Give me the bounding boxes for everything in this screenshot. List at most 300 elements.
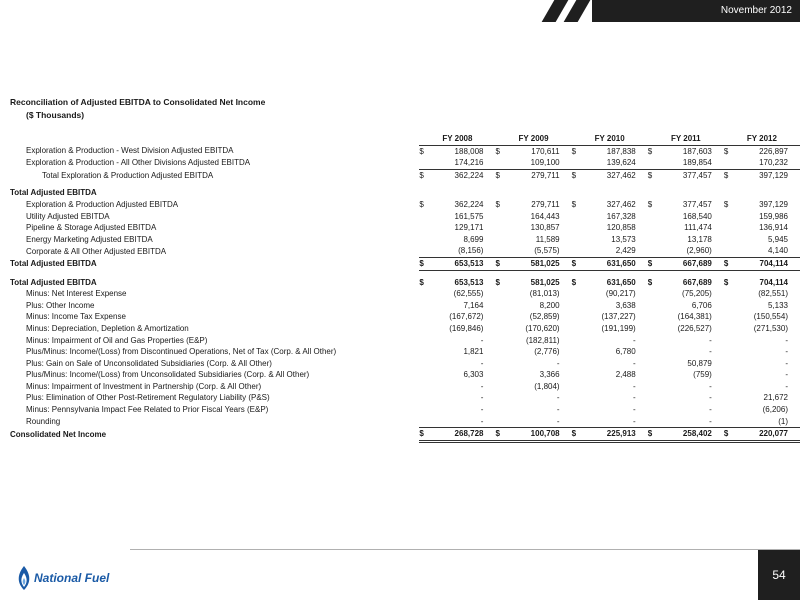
table-row	[10, 381, 800, 393]
value-cell: (90,217)	[605, 289, 636, 299]
dollar-sign: $	[571, 277, 577, 287]
value-cell: 2,429	[581, 245, 648, 257]
dollar-sign: $	[647, 199, 653, 209]
column-header: FY 2010	[572, 133, 648, 145]
dollar-sign	[495, 234, 504, 246]
dollar-sign	[724, 392, 733, 404]
dollar-sign	[724, 234, 733, 246]
dollar-sign	[724, 381, 733, 393]
column-header: FY 2012	[724, 133, 800, 145]
value-cell	[733, 187, 800, 199]
dollar-sign	[419, 369, 428, 381]
dollar-sign	[495, 245, 504, 257]
dollar-sign	[648, 358, 657, 370]
value-cell: (5,575)	[505, 245, 572, 257]
dollar-sign	[495, 288, 504, 300]
dollar-sign	[648, 245, 657, 257]
value-cell: 362,224	[454, 199, 484, 209]
row-label: Minus: Impairment of Investment in Partnership (Corp. & All Other)	[26, 381, 262, 391]
value-cell: (1,804)	[534, 381, 560, 391]
value-cell: 13,178	[687, 234, 712, 244]
dollar-sign	[572, 381, 581, 393]
dollar-sign: $	[495, 257, 504, 270]
table-row	[10, 346, 800, 358]
value-cell: 130,857	[530, 223, 560, 233]
dollar-sign	[419, 234, 428, 246]
row-label: Energy Marketing Adjusted EBITDA	[26, 234, 153, 244]
value-cell: -	[633, 335, 636, 345]
table-row	[10, 234, 800, 246]
value-cell: (167,672)	[449, 312, 484, 322]
value-cell: -	[785, 335, 788, 345]
value-cell: 3,366	[539, 370, 560, 380]
value-cell: (8,156)	[429, 245, 496, 257]
dollar-sign	[648, 187, 657, 199]
dollar-sign	[419, 404, 428, 416]
value-cell: 8,200	[539, 300, 560, 310]
value-cell: (81,013)	[529, 289, 560, 299]
dollar-sign: $	[419, 146, 424, 156]
dollar-sign	[572, 335, 581, 347]
row-label: Total Adjusted EBITDA	[10, 277, 97, 287]
dollar-sign	[572, 323, 581, 335]
dollar-sign	[648, 346, 657, 358]
value-cell: 377,457	[682, 199, 712, 209]
value-cell: 129,171	[454, 223, 484, 233]
table-row	[10, 392, 800, 404]
value-cell: 6,303	[463, 370, 484, 380]
dollar-sign	[495, 404, 504, 416]
value-cell: -	[556, 393, 560, 403]
value-cell: 139,624	[581, 157, 648, 169]
value-cell: 50,879	[687, 358, 712, 368]
dollar-sign	[419, 358, 428, 370]
value-cell: (2,776)	[534, 347, 560, 357]
table-row	[10, 335, 800, 347]
value-cell: 188,008	[454, 146, 484, 156]
dollar-sign	[495, 323, 504, 335]
row-label: Minus: Net Interest Expense	[26, 289, 127, 299]
value-cell: (226,527)	[677, 323, 712, 333]
dollar-sign: $	[495, 199, 500, 209]
value-cell: 187,603	[682, 146, 712, 156]
value-cell: 581,025	[505, 257, 572, 270]
value-cell: 220,077	[733, 428, 800, 442]
row-label: Total Adjusted EBITDA	[10, 258, 97, 268]
value-cell: -	[709, 335, 712, 345]
dollar-sign	[724, 323, 733, 335]
value-cell: 653,513	[429, 257, 496, 270]
table-row	[10, 277, 800, 289]
dollar-sign	[572, 211, 581, 223]
footer-divider	[130, 549, 800, 550]
dollar-sign	[495, 311, 504, 323]
row-label: Minus: Pennsylvania Impact Fee Related to Prior Fiscal Years (E&P)	[26, 405, 269, 415]
row-label: Plus/Minus: Income/(Loss) from Unconsolidated Subsidiaries (Corp. & All Other)	[26, 370, 310, 380]
value-cell: 6,780	[615, 347, 636, 357]
dollar-sign	[419, 392, 428, 404]
value-cell: 159,986	[759, 211, 788, 221]
value-cell: 653,513	[454, 277, 484, 287]
dollar-sign	[495, 187, 504, 199]
dollar-sign	[495, 369, 504, 381]
dollar-sign	[648, 311, 657, 323]
value-cell: 258,402	[657, 428, 724, 442]
dollar-sign	[495, 335, 504, 347]
dollar-sign	[572, 404, 581, 416]
dollar-sign: $	[647, 277, 653, 287]
dollar-sign	[419, 300, 428, 312]
header-dark-panel	[592, 0, 800, 22]
table-row	[10, 416, 800, 428]
dollar-sign	[648, 404, 657, 416]
value-cell: -	[480, 358, 484, 368]
value-cell: (150,554)	[753, 312, 788, 322]
value-cell: 667,689	[657, 257, 724, 270]
table-row	[10, 222, 800, 234]
value-cell: 7,164	[463, 300, 484, 310]
value-cell: (182,811)	[525, 335, 560, 345]
table-row	[10, 257, 800, 270]
dollar-sign: $	[419, 428, 428, 442]
row-label: Minus: Depreciation, Depletion & Amortization	[26, 323, 189, 333]
value-cell: -	[480, 381, 484, 391]
table-row	[10, 187, 800, 199]
dollar-sign	[648, 211, 657, 223]
dollar-sign	[648, 222, 657, 234]
reconciliation-table	[10, 133, 800, 443]
row-label: Consolidated Net Income	[10, 429, 107, 439]
value-cell: 189,854	[657, 157, 724, 169]
dollar-sign: $	[571, 146, 577, 156]
value-cell: 397,129	[759, 199, 788, 209]
dollar-sign: $	[647, 146, 653, 156]
value-cell: 6,706	[691, 300, 712, 310]
value-cell: -	[785, 358, 788, 368]
dollar-sign	[724, 222, 733, 234]
dollar-sign	[495, 222, 504, 234]
value-cell: 268,728	[429, 428, 496, 442]
dollar-sign	[572, 187, 581, 199]
value-cell: (170,620)	[525, 323, 560, 333]
value-cell: 8,699	[463, 234, 484, 244]
value-cell: 170,232	[733, 157, 800, 169]
dollar-sign	[572, 234, 581, 246]
row-label: Exploration & Production - All Other Divisions Adjusted EBITDA	[26, 158, 251, 168]
dollar-sign	[724, 288, 733, 300]
value-cell: -	[556, 358, 560, 368]
dollar-sign	[572, 369, 581, 381]
dollar-sign	[495, 157, 504, 169]
value-cell: (82,551)	[758, 289, 788, 299]
dollar-sign	[648, 323, 657, 335]
table-row	[10, 169, 800, 181]
value-cell: 226,897	[759, 146, 788, 156]
value-cell: -	[709, 347, 712, 357]
value-cell	[657, 187, 724, 199]
value-cell: -	[581, 416, 648, 428]
dollar-sign	[495, 392, 504, 404]
row-label: Minus: Impairment of Oil and Gas Properties (E&P)	[26, 335, 208, 345]
dollar-sign	[419, 288, 428, 300]
dollar-sign: $	[723, 277, 729, 287]
dollar-sign	[572, 346, 581, 358]
value-cell: -	[480, 393, 484, 403]
dollar-sign: $	[495, 277, 500, 287]
dollar-sign: $	[419, 277, 424, 287]
value-cell: 136,914	[759, 223, 788, 233]
value-cell: 120,858	[606, 223, 636, 233]
dollar-sign	[724, 300, 733, 312]
table-row	[10, 157, 800, 169]
value-cell: (62,555)	[453, 289, 484, 299]
dollar-sign	[724, 346, 733, 358]
value-cell: 631,650	[581, 257, 648, 270]
row-label: Exploration & Production - West Division Adjusted EBITDA	[26, 146, 234, 156]
dollar-sign: $	[495, 146, 500, 156]
row-label: Plus: Gain on Sale of Unconsolidated Subsidiaries (Corp. & All Other)	[26, 358, 272, 368]
value-cell: 377,457	[682, 170, 712, 180]
value-cell: 327,462	[606, 199, 636, 209]
dollar-sign	[419, 416, 428, 428]
value-cell: -	[480, 335, 484, 345]
dollar-sign	[648, 157, 657, 169]
value-cell: (75,205)	[682, 289, 712, 299]
dollar-sign	[419, 222, 428, 234]
header-label-cell	[10, 133, 419, 145]
dollar-sign	[572, 311, 581, 323]
table-row	[10, 288, 800, 300]
value-cell	[581, 187, 648, 199]
table-row	[10, 245, 800, 257]
dollar-sign: $	[648, 428, 657, 442]
value-cell: -	[709, 393, 712, 403]
dollar-sign	[724, 187, 733, 199]
table-row	[10, 300, 800, 312]
value-cell: 11,589	[535, 234, 560, 244]
row-label: Plus/Minus: Income/(Loss) from Discontinued Operations, Net of Tax (Corp. & All Other)	[26, 347, 337, 357]
row-label: Total Exploration & Production Adjusted EBITDA	[42, 170, 214, 180]
value-cell: 631,650	[606, 277, 636, 287]
dollar-sign: $	[724, 257, 733, 270]
table-row	[10, 369, 800, 381]
dollar-sign	[724, 311, 733, 323]
row-label: Minus: Income Tax Expense	[26, 312, 126, 322]
table-header-row	[10, 133, 800, 145]
value-cell: -	[633, 393, 636, 403]
dollar-sign	[648, 335, 657, 347]
logo-text: National Fuel	[34, 571, 110, 585]
value-cell: -	[785, 347, 788, 357]
value-cell: (169,846)	[449, 323, 484, 333]
dollar-sign	[495, 416, 504, 428]
value-cell: 5,133	[767, 300, 788, 310]
value-cell: -	[785, 381, 788, 391]
table-row	[10, 358, 800, 370]
value-cell: 1,821	[463, 347, 484, 357]
value-cell: 4,140	[733, 245, 800, 257]
value-cell: 168,540	[682, 211, 712, 221]
value-cell: -	[709, 405, 712, 415]
value-cell: -	[657, 416, 724, 428]
value-cell: 362,224	[454, 170, 484, 180]
dollar-sign	[724, 416, 733, 428]
value-cell: 704,114	[733, 257, 800, 270]
value-cell: 187,838	[606, 146, 636, 156]
dollar-sign: $	[572, 257, 581, 270]
dollar-sign	[572, 288, 581, 300]
dollar-sign	[572, 392, 581, 404]
value-cell: 164,443	[530, 211, 560, 221]
dollar-sign	[724, 369, 733, 381]
value-cell: 21,672	[763, 393, 788, 403]
dollar-sign: $	[419, 257, 428, 270]
table-row	[10, 428, 800, 442]
value-cell: -	[785, 370, 788, 380]
row-label: Rounding	[26, 416, 61, 426]
value-cell: 2,488	[615, 370, 636, 380]
value-cell: 100,708	[505, 428, 572, 442]
row-label: Corporate & All Other Adjusted EBITDA	[26, 246, 167, 256]
dollar-sign	[495, 358, 504, 370]
value-cell: 279,711	[531, 199, 560, 209]
value-cell: 167,328	[606, 211, 636, 221]
table-row	[10, 311, 800, 323]
document-title: Reconciliation of Adjusted EBITDA to Consolidated Net Income	[10, 97, 266, 107]
value-cell: -	[709, 381, 712, 391]
value-cell: -	[633, 358, 636, 368]
value-cell: -	[633, 405, 636, 415]
value-cell: -	[480, 405, 484, 415]
value-cell: 327,462	[606, 170, 636, 180]
dollar-sign: $	[495, 170, 500, 180]
dollar-sign: $	[648, 257, 657, 270]
dollar-sign: $	[724, 428, 733, 442]
dollar-sign: $	[571, 170, 577, 180]
dollar-sign	[495, 300, 504, 312]
dollar-sign	[495, 381, 504, 393]
value-cell: -	[505, 416, 572, 428]
dollar-sign	[724, 404, 733, 416]
table-row	[10, 404, 800, 416]
value-cell: (6,206)	[762, 405, 788, 415]
dollar-sign	[572, 416, 581, 428]
value-cell: 279,711	[531, 170, 560, 180]
dollar-sign	[572, 245, 581, 257]
value-cell: 225,913	[581, 428, 648, 442]
value-cell: 397,129	[759, 170, 788, 180]
dollar-sign	[724, 245, 733, 257]
dollar-sign	[724, 335, 733, 347]
dollar-sign	[724, 358, 733, 370]
dollar-sign	[572, 157, 581, 169]
value-cell: (2,960)	[657, 245, 724, 257]
dollar-sign	[419, 211, 428, 223]
column-header: FY 2008	[419, 133, 495, 145]
page-number: 54	[772, 568, 786, 582]
row-label: Utility Adjusted EBITDA	[26, 211, 110, 221]
value-cell: (271,530)	[753, 323, 788, 333]
value-cell: 667,689	[682, 277, 712, 287]
dollar-sign	[419, 157, 428, 169]
value-cell	[505, 187, 572, 199]
dollar-sign	[419, 335, 428, 347]
value-cell	[429, 187, 496, 199]
dollar-sign	[419, 381, 428, 393]
table-row	[10, 199, 800, 211]
table-row	[10, 211, 800, 223]
dollar-sign	[572, 358, 581, 370]
row-label: Pipeline & Storage Adjusted EBITDA	[26, 223, 157, 233]
table-row	[10, 323, 800, 335]
dollar-sign	[419, 346, 428, 358]
row-label: Plus: Elimination of Other Post-Retirement Regulatory Liability (P&S)	[26, 393, 270, 403]
dollar-sign	[724, 211, 733, 223]
document-subtitle: ($ Thousands)	[26, 110, 85, 120]
dollar-sign: $	[571, 199, 577, 209]
row-label: Exploration & Production Adjusted EBITDA	[26, 199, 179, 209]
table-row	[10, 145, 800, 157]
dollar-sign	[419, 187, 428, 199]
value-cell: -	[556, 405, 560, 415]
column-header: FY 2011	[648, 133, 724, 145]
dollar-sign	[648, 392, 657, 404]
value-cell: 704,114	[759, 277, 788, 287]
value-cell: 174,216	[429, 157, 496, 169]
dollar-sign: $	[723, 199, 729, 209]
dollar-sign	[648, 234, 657, 246]
value-cell: 111,474	[684, 223, 712, 233]
value-cell: 109,100	[505, 157, 572, 169]
dollar-sign	[495, 346, 504, 358]
value-cell: (1)	[733, 416, 800, 428]
value-cell: (759)	[693, 370, 712, 380]
value-cell: 13,573	[611, 234, 636, 244]
dollar-sign	[648, 300, 657, 312]
value-cell: (164,381)	[677, 312, 712, 322]
dollar-sign	[419, 311, 428, 323]
value-cell: (191,199)	[601, 323, 636, 333]
row-label: Plus: Other Income	[26, 300, 95, 310]
dollar-sign: $	[419, 170, 424, 180]
dollar-sign	[572, 300, 581, 312]
dollar-sign	[495, 211, 504, 223]
value-cell: 3,638	[615, 300, 636, 310]
header-date: November 2012	[720, 5, 792, 16]
value-cell: 5,945	[767, 234, 788, 244]
dollar-sign: $	[647, 170, 653, 180]
dollar-sign	[648, 369, 657, 381]
value-cell: -	[429, 416, 496, 428]
dollar-sign	[724, 157, 733, 169]
dollar-sign	[419, 245, 428, 257]
column-header: FY 2009	[495, 133, 571, 145]
value-cell: 170,611	[531, 146, 560, 156]
dollar-sign: $	[723, 170, 729, 180]
value-cell: -	[633, 381, 636, 391]
dollar-sign	[648, 416, 657, 428]
value-cell: (52,859)	[529, 312, 560, 322]
row-label: Total Adjusted EBITDA	[10, 188, 97, 198]
dollar-sign	[648, 288, 657, 300]
dollar-sign: $	[495, 428, 504, 442]
dollar-sign: $	[572, 428, 581, 442]
dollar-sign: $	[419, 199, 424, 209]
value-cell: 581,025	[530, 277, 560, 287]
dollar-sign	[419, 323, 428, 335]
dollar-sign	[572, 222, 581, 234]
dollar-sign: $	[723, 146, 729, 156]
